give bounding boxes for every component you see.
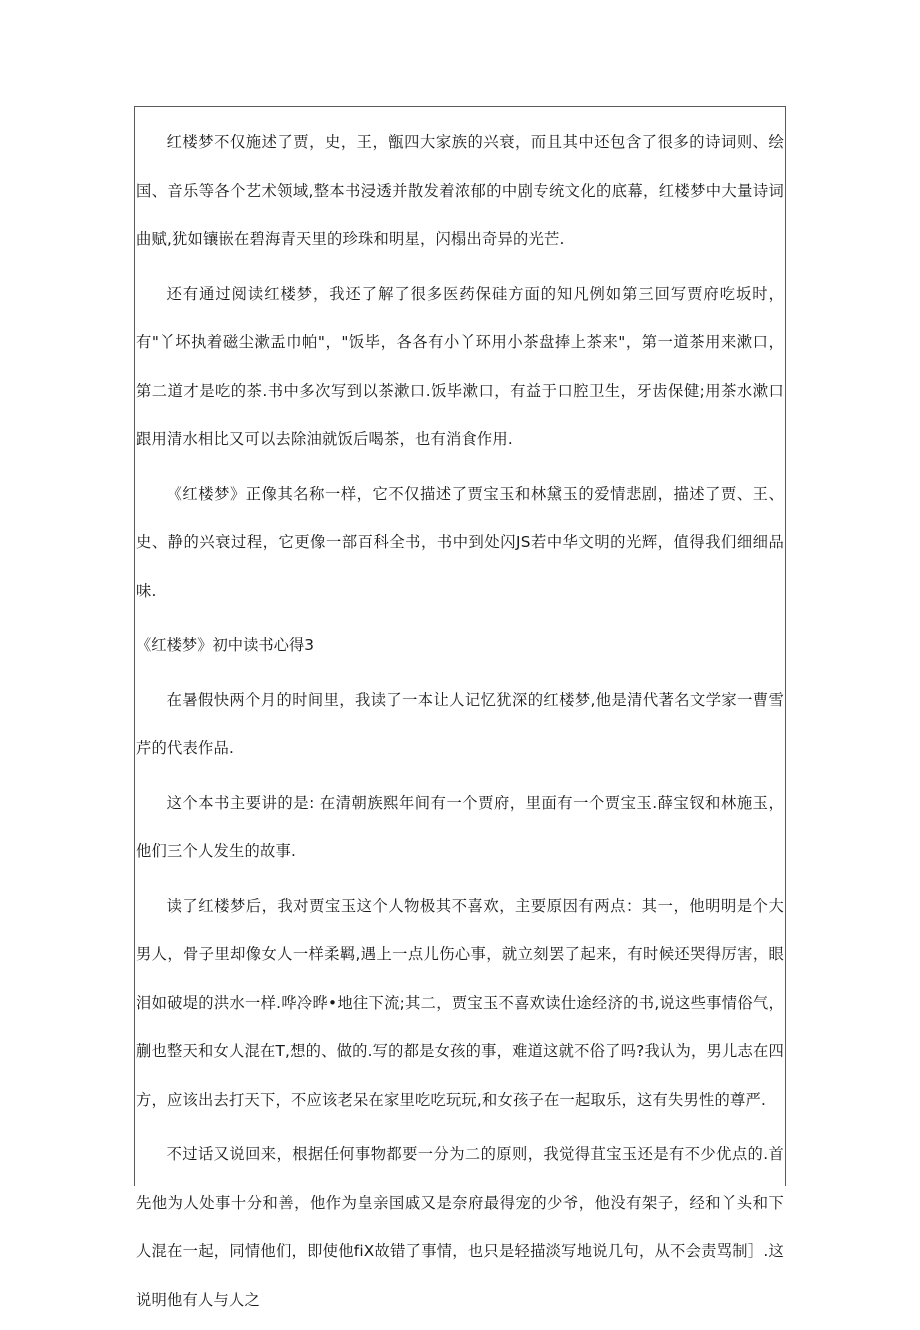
- paragraph-medicine-tea: 还有通过阅读红楼梦，我还了解了很多医药保硅方面的知凡例如第三回写贾府吃坂时，有"丫坏执着磁尘漱盂巾帕"，"饭毕，各各有小丫环用小茶盘捧上茶来"，第一道茶用来漱口，第二道才是吃的茶.书中多次写到以茶漱口.饭毕漱口，有益于口腔卫生，牙齿保健;用茶水漱口跟用清水相比又可以去除油就饭后喝茶，也有消食作用.: [136, 284, 784, 448]
- paragraph-summer-reading: 在暑假快两个月的时间里，我读了一本让人记忆犹深的红楼梦,他是清代著名文学家一曹雪芹的代表作品.: [136, 690, 784, 757]
- paragraph-dislike-baoyu: 读了红楼梦后，我对贾宝玉这个人物极其不喜欢，主要原因有两点：其一，他明明是个大男人，骨子里却像女人一样柔羁,遇上一点儿伤心事，就立刻罢了起来，有时候还哭得厉害，眼泪如破堤的洪水一样.哗冷晔•地往下流;其二，贾宝玉不喜欢读仕途经济的书,说这些事情俗气，蒯也整天和女人混在T,想的、做的.写的都是女孩的事，难道这就不俗了吗?我认为，男儿志在四方，应该出去打天下，不应该老呆在家里吃吃玩玩,和女孩子在一起取乐，这有失男性的尊严.: [136, 896, 784, 1109]
- section-heading: 《红楼梦》初中读书心得3: [136, 636, 314, 654]
- paragraph-encyclopedia: 《红楼梦》正像其名称一样，它不仅描述了贾宝玉和林黛玉的爱情悲剧，描述了贾、王、史、静的兴衰过程，它更像一部百科全书，书中到处闪JS若中华文明的光辉，值得我们细细品味.: [136, 484, 784, 600]
- paragraph-baoyu-merits: 不过话又说回来，根据任何事物都要一分为二的原则，我觉得苴宝玉还是有不少优点的.首先他为人处事十分和善，他作为皇亲国戚又是奈府最得宠的少爷，他没有架子，经和丫头和下人混在一起，同情他们，即使他fiX故错了事情，也只是轻描淡写地说几句，从不会责骂制］.这说明他有人与人之: [136, 1145, 784, 1309]
- paragraph-plot-summary: 这个本书主要讲的是: 在清朝族熙年间有一个贾府，里面有一个贾宝玉.薛宝钗和林施玉，他们三个人发生的故事.: [136, 793, 784, 860]
- paragraph-poetry-culture: 红楼梦不仅施述了贾，史，王，甑四大家族的兴衰，而且其中还包含了很多的诗词则、绘国、音乐等各个艺术领域,整本书浸透并散发着浓郁的中剧专统文化的底幕，红楼梦中大量诗词曲赋,犹如镶嵌在碧海青天里的珍珠和明星，闪榻出奇异的光芒.: [136, 133, 784, 248]
- document-body: [136, 118, 784, 1330]
